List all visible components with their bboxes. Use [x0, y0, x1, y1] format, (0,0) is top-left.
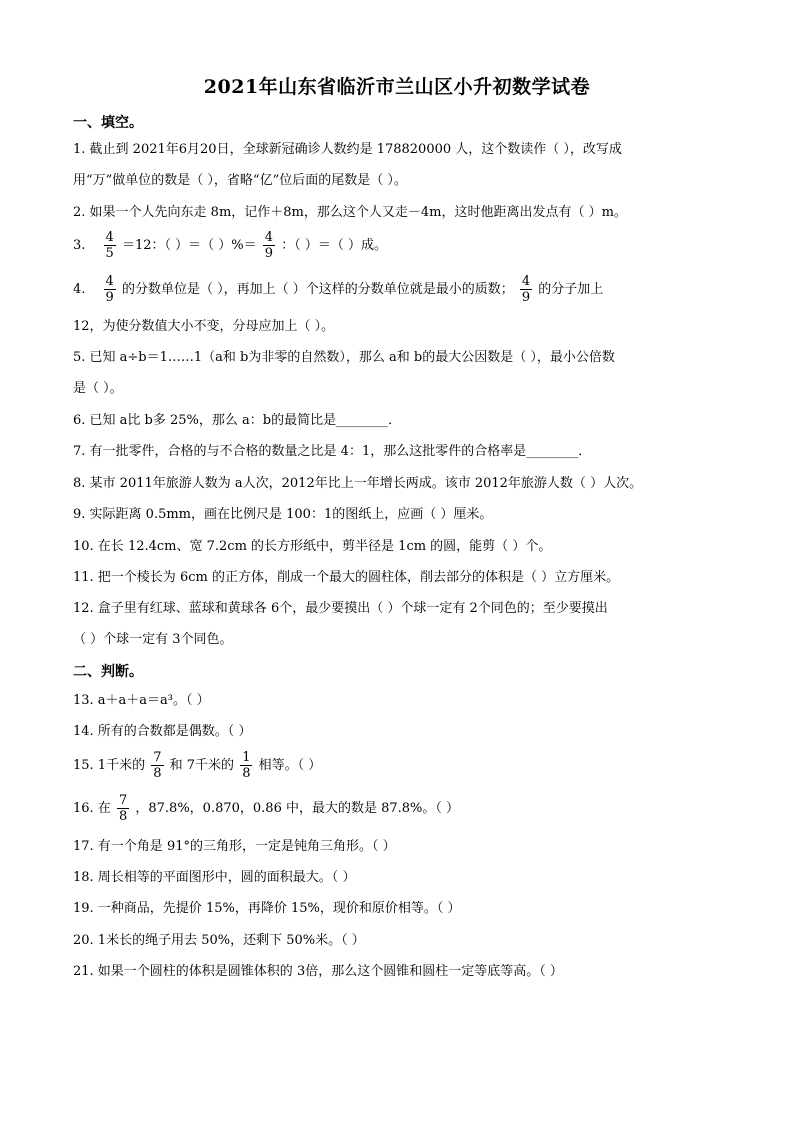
- question-2: 2. 如果一个人先向东走 8m，记作＋8m，那么这个人又走－4m，这时他距离出发点有（ ）m。: [73, 205, 627, 220]
- fraction-4-9: $\frac{4}{9}$: [521, 274, 531, 305]
- question-18: 18. 周长相等的平面图形中，圆的面积最大。（ ）: [73, 870, 356, 885]
- question-1-line-2: 用“万”做单位的数是（ ），省略“亿”位后面的尾数是（ ）。: [73, 173, 407, 188]
- question-3: 3. $\frac{4}{5}$ ＝12：（ ）＝（ ）%＝ $\frac{4}{9}$ ：（ ）＝（ ）成。: [73, 230, 387, 261]
- question-1-line-1: 1. 截止到 2021年6月20日，全球新冠确诊人数约是 178820000 人，这个数读作（ ），改写成: [73, 142, 622, 157]
- section-fill-in: 一、填空。: [73, 115, 143, 131]
- question-4-line-2: 12，为使分数值大小不变，分母应加上（ ）。: [73, 319, 335, 334]
- question-15: 15. 1千米的 $\frac{7}{8}$ 和 7千米的 $\frac{1}{8}$ 相等。（ ）: [73, 750, 322, 781]
- question-12-line-1: 12. 盒子里有红球、蓝球和黄球各 6个，最少要摸出（ ）个球一定有 2个同色的；至少要摸出: [73, 601, 608, 616]
- question-9: 9. 实际距离 0.5mm，画在比例尺是 100：1的图纸上，应画（ ）厘米。: [73, 507, 493, 522]
- fraction-4-5: $\frac{4}{5}$: [105, 230, 114, 261]
- question-13: 13. a＋a＋a＝a³。（ ）: [73, 693, 210, 708]
- question-4-line-1: 4. $\frac{4}{9}$ 的分数单位是（ ），再加上（ ）个这样的分数单位就是最小的质数； $\frac{4}{9}$ 的分子加上: [73, 274, 604, 305]
- question-5-line-2: 是（ ）。: [73, 381, 123, 396]
- question-7: 7. 有一批零件，合格的与不合格的数量之比是 4：1，那么这批零件的合格率是________．: [73, 444, 592, 459]
- question-17: 17. 有一个角是 91°的三角形，一定是钝角三角形。（ ）: [73, 839, 396, 854]
- fraction-7-8: $\frac{7}{8}$: [153, 750, 162, 781]
- fraction-4-9: $\frac{4}{9}$: [264, 230, 274, 261]
- fraction-4-9: $\frac{4}{9}$: [105, 274, 114, 305]
- question-21: 21. 如果一个圆柱的体积是圆锥体积的 3倍，那么这个圆锥和圆柱一定等底等高。（ ）: [73, 964, 563, 979]
- page-title: 2021年山东省临沂市兰山区小升初数学试卷: [203, 76, 591, 98]
- question-20: 20. 1米长的绳子用去 50%，还剩下 50%米。（ ）: [73, 933, 365, 948]
- question-5-line-1: 5. 已知 a÷b＝1……1（a和 b为非零的自然数），那么 a和 b的最大公因数是（ ），最小公倍数: [73, 350, 615, 365]
- section-true-false: 二、判断。: [73, 664, 143, 680]
- question-11: 11. 把一个棱长为 6cm 的正方体，削成一个最大的圆柱体，削去部分的体积是（ ）立方厘米。: [73, 570, 620, 585]
- question-14: 14. 所有的合数都是偶数。（ ）: [73, 724, 252, 739]
- question-19: 19. 一种商品，先提价 15%，再降价 15%，现价和原价相等。（ ）: [73, 901, 461, 916]
- question-8: 8. 某市 2011年旅游人数为 a人次，2012年比上一年增长两成。该市 2012年旅游人数（ ）人次。: [73, 476, 643, 491]
- fraction-7-8: $\frac{7}{8}$: [118, 793, 128, 824]
- fraction-1-8: $\frac{1}{8}$: [242, 750, 251, 781]
- question-6: 6. 已知 a比 b多 25%，那么 a：b的最简比是________．: [73, 413, 402, 428]
- question-16: 16. 在 $\frac{7}{8}$ ，87.8%，0.870，0.86 中，最大的数是 87.8%。（ ）: [73, 793, 460, 824]
- question-10: 10. 在长 12.4cm、宽 7.2cm 的长方形纸中，剪半径是 1cm 的圆，能剪（ ）个。: [73, 539, 552, 554]
- question-12-line-2: （ ）个球一定有 3个同色。: [73, 632, 233, 647]
